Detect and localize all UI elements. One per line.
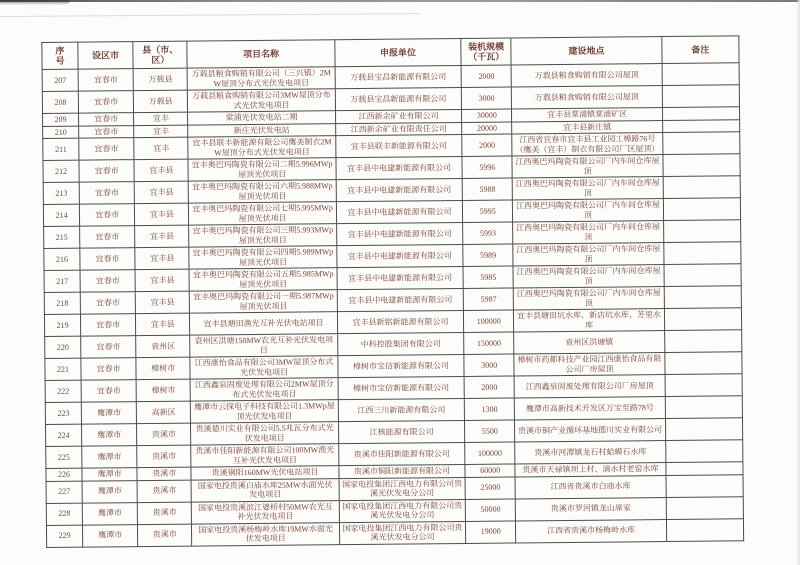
cell-applicant: 江核能源有限公司 [338,420,465,443]
cell-project: 贵溪德川实业有限公司5.5兆瓦分布式光伏发电项目 [191,422,339,445]
cell-no: 216 [44,248,80,270]
cell-capacity: 2000 [462,134,512,156]
cell-remark [664,264,741,287]
cell-applicant: 樟树市宝信新能源有限公司 [338,376,465,399]
cell-no: 209 [43,113,79,126]
cell-no: 220 [45,336,81,358]
cell-location: 江西省贵溪市白庙水库 [515,475,666,498]
cell-remark [665,418,742,441]
cell-no: 224 [46,424,82,446]
cell-location: 贵溪市河潭镇龙石村蛤蟆石水库 [515,441,666,464]
cell-remark [665,374,742,397]
cell-capacity: 3000 [461,87,511,109]
cell-location: 江西鑫泉固废处理有限公司厂房屋顶 [514,375,665,398]
cell-project: 贵溪市佳阳新能源有限公司100MW渔光互补光伏发电项目 [191,444,339,467]
cell-city: 宜春市 [79,160,134,183]
cell-county: 万载县 [134,90,188,113]
cell-capacity: 60000 [465,464,515,477]
cell-city: 鹰潭市 [83,524,138,547]
cell-project: 江西康怡食品有限公司3MW屋顶分布式光伏发电项目 [190,356,338,379]
cell-location: 宜丰县新庄镇 [512,120,663,134]
cell-location: 江西省贵溪市杨梅岭水库 [516,519,667,542]
cell-remark [666,496,743,519]
cell-county: 贵溪市 [138,524,192,547]
cell-capacity: 5989 [463,244,513,266]
cell-county: 高新区 [137,401,191,424]
cell-location: 江西奥巴玛陶瓷有限公司厂内车间仓库屋顶 [513,265,664,288]
cell-remark [662,132,739,155]
cell-location: 江西奥巴玛陶瓷有限公司厂内车间仓库屋顶 [513,243,664,266]
cell-county: 贵溪市 [138,502,192,525]
cell-capacity: 2000 [461,65,511,87]
cell-county: 宜丰县 [136,313,190,336]
cell-capacity: 3000 [464,354,514,376]
cell-no: 221 [45,358,81,380]
column-header-remark: 备注 [662,36,740,64]
cell-remark [665,440,742,463]
cell-applicant: 江西新余矿业有限责任公司 [335,122,461,136]
table-body [42,63,744,547]
cell-project: 宜丰奥巴玛陶瓷有限公司六期5.988MWp屋顶光伏项目 [189,180,337,203]
cell-no: 212 [43,160,79,182]
pv-project-table [41,35,744,547]
cell-location: 贵溪市铜产业循环基地德川实业有限公司 [515,419,666,442]
cell-applicant: 国家电投集团江西电力有限公司贵溪光伏发电分公司 [339,477,466,500]
column-header-city: 设区市 [78,42,133,70]
project-table-wrapper [41,35,744,547]
scan-smudge-artifact [0,0,70,5]
cell-county: 宜丰 [134,137,188,160]
column-header-applicant: 申报单位 [335,38,462,66]
cell-capacity: 5993 [463,222,513,244]
cell-project: 国家电投贵溪杨梅岭水库19MW水面光伏发电项目 [192,522,340,545]
cell-county: 宜丰县 [134,181,188,204]
cell-county: 贵溪市 [137,423,191,446]
cell-applicant: 国家电投集团江西电力有限公司贵溪光伏发电分公司 [339,499,466,522]
cell-location: 万载县粮食购销有限公司屋顶 [512,86,663,109]
cell-applicant: 宜丰县新铭新能源有限公司 [337,310,464,333]
cell-no: 226 [46,468,82,481]
scan-edge-artifact [0,0,800,2]
cell-location: 樟树市药都科技产业园江西康怡食品有限公司厂房屋顶 [514,353,665,376]
scan-shadow-artifact [796,0,800,565]
cell-location: 江西奥巴玛陶瓷有限公司厂内车间仓库屋顶 [513,221,664,244]
cell-county: 樟树市 [136,379,190,402]
cell-applicant: 万载县宝昌新能源有限公司 [335,65,462,88]
cell-city: 宜春市 [79,138,134,161]
cell-remark [665,396,742,419]
cell-capacity: 20000 [462,121,512,134]
cell-city: 宜春市 [81,336,136,359]
cell-no: 219 [44,314,80,336]
cell-capacity: 5500 [465,420,515,442]
cell-project: 贵溪铜阳160MW光伏电站项目 [191,466,339,480]
cell-city: 宜春市 [80,248,135,271]
cell-location: 宜丰县棠浦镇棠浦矿区 [512,108,663,122]
cell-city: 宜春市 [80,270,135,293]
cell-project: 宜丰奥巴玛陶瓷有限公司四期5.989MWp屋顶光伏项目 [189,246,337,269]
cell-applicant: 宜丰县中电建新能源有限公司 [337,244,464,267]
cell-city: 宜春市 [81,314,136,337]
cell-county: 宜丰县 [135,247,189,270]
cell-capacity: 100000 [465,442,515,464]
cell-location: 江西奥巴玛陶瓷有限公司厂内车间仓库屋顶 [512,177,663,200]
cell-applicant: 万载县宝昌新能源有限公司 [335,87,462,110]
cell-capacity: 5987 [463,288,513,310]
cell-city: 鹰潭市 [82,480,137,503]
cell-remark [664,308,741,331]
cell-county: 贵溪市 [137,467,191,480]
cell-city: 宜春市 [81,358,136,381]
cell-location: 江西奥巴玛陶瓷有限公司厂内车间仓库屋顶 [512,155,663,178]
cell-applicant: 宜丰县中电建新能源有限公司 [336,200,463,223]
cell-city: 宜春市 [81,380,136,403]
cell-remark [662,107,739,120]
cell-remark [663,176,740,199]
cell-capacity: 100000 [464,310,514,332]
cell-applicant: 宜丰县中电建新能源有限公司 [336,156,463,179]
cell-no: 215 [44,226,80,248]
cell-county: 宜丰县 [134,159,188,182]
column-header-capacity: 装机规模 （千瓦） [461,38,511,65]
cell-city: 宜春市 [79,182,134,205]
cell-no: 211 [43,138,79,160]
cell-county: 贵溪市 [137,480,191,503]
cell-city: 鹰潭市 [82,468,137,481]
cell-city: 宜春市 [80,226,135,249]
cell-applicant: 国家电投集团江西电力有限公司贵溪光伏发电分公司 [339,521,466,544]
cell-location: 袁州区洪塘镇 [514,331,665,354]
cell-project: 万载县粮食购销有限公司3MW屋顶分布式光伏发电项目 [188,89,336,112]
cell-applicant: 宜丰县中电建新能源有限公司 [337,288,464,311]
column-header-location: 建设地点 [511,37,662,65]
cell-county: 樟树市 [136,357,190,380]
cell-project: 鹰潭市云探电子科技有限公司1.3MWp屋顶光伏发电项目 [191,400,339,423]
cell-city: 宜春市 [78,91,133,114]
cell-county: 万载县 [133,68,187,91]
cell-remark [664,286,741,309]
cell-applicant: 宜丰县中电建新能源有限公司 [336,178,463,201]
cell-project: 袁州区洪塘150MW农光互补光伏发电项目 [190,334,338,357]
cell-city: 宜春市 [79,113,134,126]
cell-remark [664,242,741,265]
cell-remark [665,352,742,375]
cell-capacity: 30000 [462,109,512,122]
cell-city: 宜春市 [78,69,133,92]
column-header-county: 县（市、 区） [133,41,187,69]
cell-capacity: 5985 [463,266,513,288]
cell-no: 227 [46,481,82,503]
column-header-no: 序 号 [42,42,78,69]
cell-applicant: 江西新余矿业有限公司 [335,109,461,123]
cell-no: 214 [43,204,79,226]
cell-city: 鹰潭市 [82,446,137,469]
cell-location: 贵溪市天禄镇坝上村、滴水村老窑水库 [515,463,666,477]
cell-remark [666,462,743,475]
cell-project: 宜丰奥巴玛陶瓷有限公司五期5.985MWp屋顶光伏项目 [189,268,337,291]
cell-capacity: 25000 [465,476,515,498]
cell-no: 222 [45,380,81,402]
cell-project: 宜丰奥巴玛陶瓷有限公司七期5.995MWp屋顶光伏项目 [189,202,337,225]
cell-remark [662,119,739,132]
cell-no: 229 [46,525,82,547]
cell-capacity: 5996 [462,156,512,178]
cell-project: 新庄光伏发电站 [188,123,336,137]
cell-no: 223 [45,402,81,424]
cell-county: 宜丰县 [135,291,189,314]
cell-applicant: 宜丰县中电建新能源有限公司 [337,266,464,289]
cell-project: 宜丰县联丰新能源有限公司鹰美制衣2MW屋顶分布式光伏发电项目 [188,136,336,159]
cell-no: 218 [44,292,80,314]
column-header-project: 项目名称 [187,40,335,68]
cell-location: 万载县粮食购销有限公司屋顶 [511,64,662,87]
cell-remark [666,474,743,497]
cell-remark [666,518,743,541]
cell-project: 国家电投贵溪白庙水库25MW水面光伏发电项目 [191,478,339,501]
cell-county: 宜丰 [134,125,188,138]
cell-county: 宜丰 [134,112,188,125]
cell-remark [663,220,740,243]
cell-county: 宜丰县 [135,225,189,248]
cell-project: 棠浦光伏发电站二期 [188,111,336,125]
cell-capacity: 1300 [464,398,514,420]
cell-applicant: 中科控股集团有限公司 [337,332,464,355]
cell-no: 217 [44,270,80,292]
cell-city: 鹰潭市 [81,402,136,425]
cell-project: 宜丰奥巴玛陶瓷有限公司三期5.993MWp屋顶光伏项目 [189,224,337,247]
cell-no: 225 [46,446,82,468]
cell-city: 鹰潭市 [82,502,137,525]
cell-city: 宜春市 [80,292,135,315]
cell-capacity: 2000 [464,376,514,398]
cell-project: 宜丰奥巴玛陶瓷有限公司一期5.987MWp屋顶光伏项目 [190,290,338,313]
cell-city: 宜春市 [79,204,134,227]
scan-line-artifact [0,13,420,17]
cell-project: 宜丰县塘田渔光互补光伏电站项目 [190,312,338,335]
cell-city: 宜春市 [79,125,134,138]
cell-location: 江西省宜春市宜丰县工业园工樟路76号（鹰美（宜丰）制衣有限公司厂区屋顶） [512,133,663,156]
cell-county: 宜丰县 [135,203,189,226]
cell-capacity: 5988 [462,178,512,200]
cell-project: 国家电投贵溪滨江婆桥村50MW农光互补光伏发电项目 [192,500,340,523]
cell-location: 贵溪市罗河镇龙山席家 [516,497,667,520]
cell-applicant: 宜丰县中电建新能源有限公司 [336,222,463,245]
cell-location: 江西奥巴玛陶瓷有限公司厂内车间仓库屋顶 [513,199,664,222]
cell-no: 213 [43,182,79,204]
cell-county: 袁州区 [136,335,190,358]
cell-no: 208 [42,91,78,113]
cell-location: 鹰潭市高新技术开发区万宝至路78号 [515,397,666,420]
cell-location: 宜丰县塘田坑水库、新店坑水库、芳里水库 [514,309,665,332]
cell-remark [662,63,739,86]
cell-applicant: 江西三川新能源有限公司 [338,398,465,421]
cell-project: 万载县粮食购销有限公司（三兴镇）2MW屋顶分布式光伏发电项目 [187,67,335,90]
cell-location: 江西奥巴玛陶瓷有限公司厂内车间仓库屋顶 [514,287,665,310]
cell-applicant: 贵溪市铜阳新能源有限公司 [339,464,465,478]
cell-no: 210 [43,126,79,139]
cell-capacity: 50000 [465,498,515,520]
cell-capacity: 19000 [466,520,516,542]
cell-no: 207 [42,69,78,91]
cell-remark [663,154,740,177]
cell-project: 宜丰奥巴玛陶瓷有限公司二期5.996MWp屋顶光伏项目 [188,158,336,181]
cell-applicant: 贵溪市佳阳新能源有限公司 [339,442,466,465]
cell-project: 江西鑫泉固废处理有限公司2MW屋顶分布式光伏发电项目 [190,378,338,401]
cell-remark [662,85,739,108]
cell-applicant: 樟树市宝信新能源有限公司 [338,354,465,377]
cell-city: 鹰潭市 [82,424,137,447]
cell-no: 228 [46,503,82,525]
cell-county: 宜丰县 [135,269,189,292]
cell-capacity: 5995 [463,200,513,222]
cell-applicant: 宜丰县联丰新能源有限公司 [336,134,463,157]
cell-county: 贵溪市 [137,445,191,468]
cell-capacity: 150000 [464,332,514,354]
cell-remark [664,330,741,353]
cell-remark [663,198,740,221]
